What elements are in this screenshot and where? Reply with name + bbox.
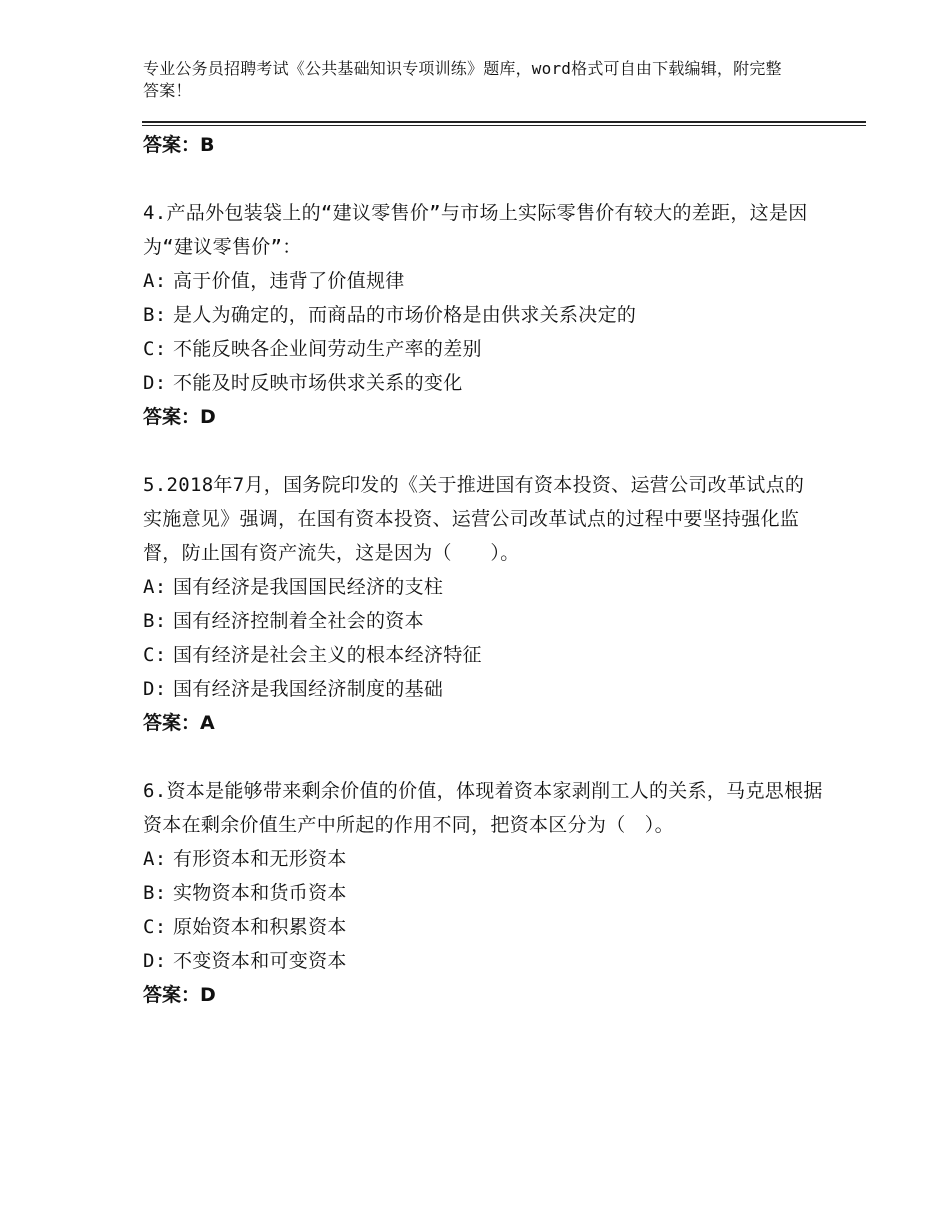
option-c bbox=[143, 910, 823, 944]
option-text: 有形资本和无形资本 bbox=[173, 848, 347, 870]
header-divider-thin bbox=[142, 125, 866, 126]
option-letter: B: bbox=[143, 610, 167, 632]
header-divider bbox=[142, 121, 866, 123]
question-6 bbox=[143, 774, 823, 1012]
answer-line bbox=[143, 978, 823, 1012]
option-d bbox=[143, 672, 823, 706]
answer-label: 答案： bbox=[143, 406, 201, 428]
question-4 bbox=[143, 196, 823, 434]
option-c bbox=[143, 638, 823, 672]
answer-line bbox=[143, 400, 823, 434]
answer-line bbox=[143, 128, 823, 162]
option-text: 国有经济是我国经济制度的基础 bbox=[173, 678, 444, 700]
option-letter: B: bbox=[143, 882, 167, 904]
question-stem: 4.产品外包装袋上的“建议零售价”与市场上实际零售价有较大的差距，这是因为“建议零售价”： bbox=[143, 202, 808, 258]
option-b bbox=[143, 298, 823, 332]
question-stem: 6.资本是能够带来剩余价值的价值，体现着资本家剥削工人的关系，马克思根据资本在剩余价值生产中所起的作用不同，把资本区分为（ ）。 bbox=[143, 780, 823, 836]
question-5 bbox=[143, 468, 823, 740]
option-letter: A: bbox=[143, 576, 167, 598]
option-text: 原始资本和积累资本 bbox=[173, 916, 347, 938]
option-letter: A: bbox=[143, 848, 167, 870]
answer-value: B bbox=[200, 134, 215, 156]
answer-value: D bbox=[200, 984, 216, 1006]
option-letter: C: bbox=[143, 916, 167, 938]
option-b bbox=[143, 604, 823, 638]
option-d bbox=[143, 366, 823, 400]
answer-value: A bbox=[200, 712, 215, 734]
question-stem: 5.2018年7月，国务院印发的《关于推进国有资本投资、运营公司改革试点的实施意见》强调，在国有资本投资、运营公司改革试点的过程中要坚持强化监督，防止国有资产流失，这是因为（ ）。 bbox=[143, 474, 805, 564]
option-text: 不变资本和可变资本 bbox=[173, 950, 347, 972]
option-text: 不能反映各企业间劳动生产率的差别 bbox=[173, 338, 482, 360]
option-a bbox=[143, 570, 823, 604]
option-letter: C: bbox=[143, 644, 167, 666]
option-letter: D: bbox=[143, 372, 167, 394]
option-text: 高于价值，违背了价值规律 bbox=[173, 270, 405, 292]
option-letter: D: bbox=[143, 678, 167, 700]
answer-value: D bbox=[200, 406, 216, 428]
option-letter: B: bbox=[143, 304, 167, 326]
option-text: 国有经济是我国国民经济的支柱 bbox=[173, 576, 444, 598]
option-text: 是人为确定的，而商品的市场价格是由供求关系决定的 bbox=[173, 304, 637, 326]
answer-label: 答案： bbox=[143, 712, 201, 734]
option-letter: D: bbox=[143, 950, 167, 972]
option-a bbox=[143, 842, 823, 876]
option-a bbox=[143, 264, 823, 298]
option-text: 国有经济控制着全社会的资本 bbox=[173, 610, 424, 632]
option-letter: C: bbox=[143, 338, 167, 360]
option-b bbox=[143, 876, 823, 910]
document-body bbox=[143, 128, 823, 1012]
option-c bbox=[143, 332, 823, 366]
option-text: 不能及时反映市场供求关系的变化 bbox=[173, 372, 463, 394]
option-text: 实物资本和货币资本 bbox=[173, 882, 347, 904]
answer-line bbox=[143, 706, 823, 740]
option-d bbox=[143, 944, 823, 978]
answer-label: 答案： bbox=[143, 984, 201, 1006]
option-letter: A: bbox=[143, 270, 167, 292]
option-text: 国有经济是社会主义的根本经济特征 bbox=[173, 644, 482, 666]
answer-label: 答案： bbox=[143, 134, 201, 156]
page-header: 专业公务员招聘考试《公共基础知识专项训练》题库，word格式可自由下载编辑，附完整答案！ bbox=[143, 59, 782, 100]
